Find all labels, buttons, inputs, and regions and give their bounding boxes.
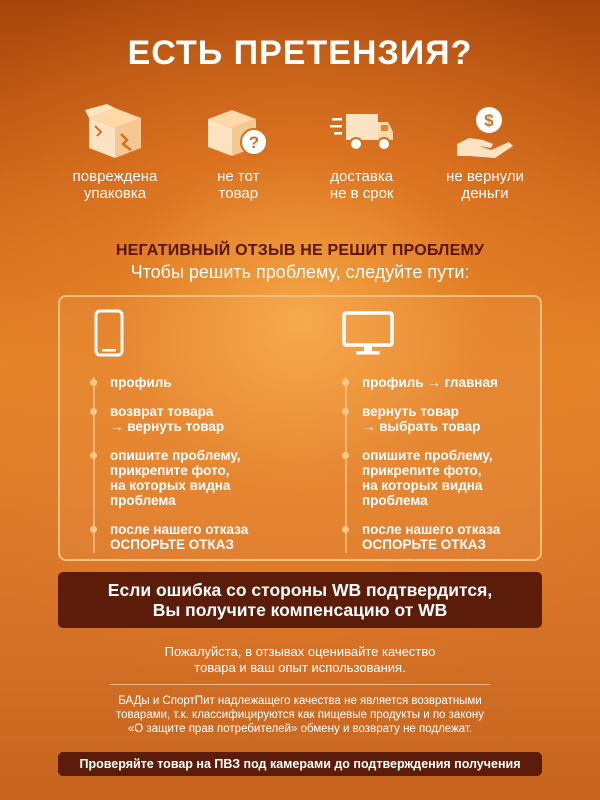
issue-damaged-packaging — [60, 104, 170, 202]
desktop-step: опишите проблему, прикрепите фото, на которых видна проблема — [342, 448, 542, 508]
svg-text:?: ? — [249, 133, 260, 152]
steps-panel — [58, 295, 542, 561]
returns-disclaimer: БАДы и СпортПит надлежащего качества не является возвратными товарами, т.к. классифицируются как пищевые продукты и по закону «О защите прав потребителей» обмену и возврату не подлежат. — [116, 695, 484, 735]
issue-late-delivery — [307, 104, 417, 202]
monitor-icon — [342, 307, 542, 359]
desktop-step: после нашего отказа ОСПОРЬТЕ ОТКАЗ — [342, 522, 542, 552]
issue-wrong-item — [183, 104, 293, 202]
box-question-icon — [206, 104, 270, 162]
compensation-banner — [58, 572, 542, 628]
review-request-text: Пожалуйста, в отзывах оценивайте качество товара и ваш опыт использования. — [164, 644, 436, 675]
mobile-step: профиль — [90, 375, 290, 390]
desktop-step: вернуть товар → выбрать товар — [342, 404, 542, 434]
compensation-line-2: Вы получите компенсацию от WB — [152, 600, 448, 620]
desktop-steps — [342, 307, 542, 552]
divider — [110, 684, 490, 685]
issue-label: повреждена упаковка — [72, 168, 158, 202]
issue-label: доставка не в срок — [329, 168, 394, 202]
follow-path-subheading: Чтобы решить проблему, следуйте пути: — [130, 262, 470, 282]
svg-text:$: $ — [484, 111, 494, 130]
mobile-step: опишите проблему, прикрепите фото, на которых видна проблема — [90, 448, 290, 508]
smartphone-icon — [94, 307, 290, 359]
compensation-line-1: Если ошибка со стороны WB подтвердится, — [107, 580, 493, 600]
desktop-step: профиль → главная — [342, 375, 542, 390]
negative-review-heading: НЕГАТИВНЫЙ ОТЗЫВ НЕ РЕШИТ ПРОБЛЕМУ — [115, 242, 485, 259]
delivery-truck-icon — [330, 104, 394, 162]
mobile-step: после нашего отказа ОСПОРЬТЕ ОТКАЗ — [90, 522, 290, 552]
issues-row — [60, 104, 540, 202]
issue-label: не тот товар — [217, 168, 260, 202]
damaged-box-icon — [83, 104, 147, 162]
issue-no-refund — [430, 104, 540, 202]
hand-dollar-icon — [453, 104, 517, 162]
mobile-steps — [90, 307, 290, 552]
mobile-step: возврат товара → вернуть товар — [90, 404, 290, 434]
inspect-at-pickup-banner: Проверяйте товар на ПВЗ под камерами до подтверждения получения — [58, 752, 542, 776]
issue-label: не вернули деньги — [446, 168, 524, 202]
page-title: ЕСТЬ ПРЕТЕНЗИЯ? — [127, 34, 473, 72]
